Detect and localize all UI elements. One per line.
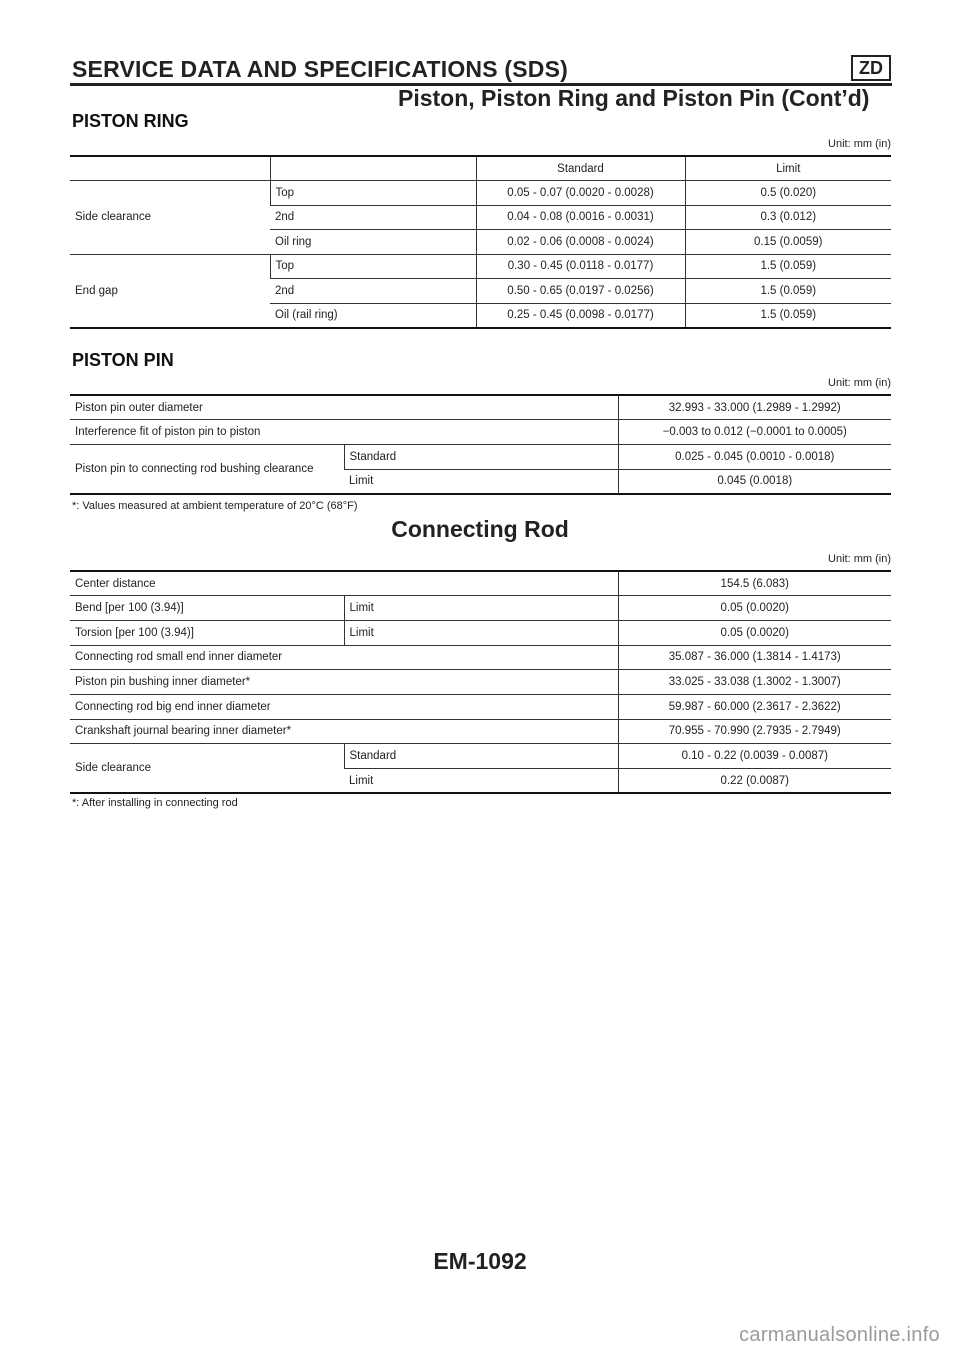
table-cell: −0.003 to 0.012 (−0.0001 to 0.0005) — [618, 420, 891, 445]
table-cell: 2nd — [270, 205, 476, 230]
table-cell: Center distance — [75, 577, 156, 590]
table-row — [70, 596, 891, 621]
connecting-rod-unit: Unit: mm (in) — [828, 553, 891, 565]
table-cell: Torsion [per 100 (3.94)] — [70, 620, 344, 645]
connecting-rod-table — [70, 570, 891, 794]
table-row — [70, 571, 891, 596]
page-subtitle: Piston, Piston Ring and Piston Pin (Cont’d) — [398, 85, 870, 111]
table-row — [70, 254, 891, 279]
table-row — [70, 181, 891, 206]
table-row — [70, 719, 891, 744]
engine-code-badge: ZD — [851, 55, 891, 81]
connecting-rod-footnote: *: After installing in connecting rod — [72, 797, 238, 809]
table-header-row — [70, 156, 891, 181]
piston-ring-heading: PISTON RING — [72, 111, 189, 131]
row-group-label: Piston pin to connecting rod bushing clearance — [70, 444, 344, 493]
table-cell: 0.05 (0.0020) — [618, 620, 891, 645]
table-cell — [70, 156, 270, 181]
piston-pin-unit: Unit: mm (in) — [828, 377, 891, 389]
table-row — [70, 744, 891, 769]
row-group-label: Side clearance — [70, 744, 344, 793]
table-cell: 70.955 - 70.990 (2.7935 - 2.7949) — [618, 719, 891, 744]
table-row — [70, 645, 891, 670]
table-cell: Oil (rail ring) — [270, 303, 476, 328]
table-cell: 0.05 - 0.07 (0.0020 - 0.0028) — [476, 181, 685, 206]
table-cell: Limit — [344, 596, 618, 621]
column-header-limit: Limit — [685, 156, 891, 181]
table-row — [70, 395, 891, 420]
table-cell: Connecting rod big end inner diameter — [70, 694, 618, 719]
table-cell: 33.025 - 33.038 (1.3002 - 1.3007) — [618, 670, 891, 695]
table-cell: 0.15 (0.0059) — [685, 230, 891, 255]
table-cell: 0.025 - 0.045 (0.0010 - 0.0018) — [618, 444, 891, 469]
table-cell: Oil ring — [270, 230, 476, 255]
table-cell: Piston pin bushing inner diameter* — [70, 670, 618, 695]
table-row — [70, 444, 891, 469]
table-cell: 1.5 (0.059) — [685, 254, 891, 279]
table-cell: 0.045 (0.0018) — [618, 469, 891, 494]
connecting-rod-heading: Connecting Rod — [391, 516, 569, 542]
table-cell: Standard — [344, 744, 618, 769]
table-cell: 0.04 - 0.08 (0.0016 - 0.0031) — [476, 205, 685, 230]
table-row — [70, 694, 891, 719]
table-cell: 154.5 (6.083) — [618, 571, 891, 596]
table-cell: 0.05 (0.0020) — [618, 596, 891, 621]
page-section-title: SERVICE DATA AND SPECIFICATIONS (SDS) — [72, 56, 568, 82]
column-header-standard: Standard — [476, 156, 685, 181]
table-cell: 0.30 - 0.45 (0.0118 - 0.0177) — [476, 254, 685, 279]
page-number: EM-1092 — [433, 1248, 527, 1274]
table-cell: 32.993 - 33.000 (1.2989 - 1.2992) — [618, 395, 891, 420]
table-cell: 0.50 - 0.65 (0.0197 - 0.0256) — [476, 279, 685, 304]
piston-pin-table — [70, 394, 891, 495]
table-cell: Standard — [344, 444, 618, 469]
table-cell: Limit — [344, 769, 618, 794]
table-cell: 0.25 - 0.45 (0.0098 - 0.0177) — [476, 303, 685, 328]
piston-pin-heading: PISTON PIN — [72, 350, 174, 370]
table-cell: Limit — [344, 469, 618, 494]
table-cell: 0.3 (0.012) — [685, 205, 891, 230]
table-cell: 0.5 (0.020) — [685, 181, 891, 206]
row-group-label: Side clearance — [70, 181, 270, 255]
table-cell: Limit — [344, 620, 618, 645]
table-cell: 1.5 (0.059) — [685, 279, 891, 304]
piston-ring-unit: Unit: mm (in) — [828, 138, 891, 150]
table-cell: 59.987 - 60.000 (2.3617 - 2.3622) — [618, 694, 891, 719]
table-cell: Connecting rod small end inner diameter — [70, 645, 618, 670]
table-cell: 35.087 - 36.000 (1.3814 - 1.4173) — [618, 645, 891, 670]
piston-pin-footnote: *: Values measured at ambient temperature of 20°C (68°F) — [72, 500, 358, 512]
row-group-label: End gap — [70, 254, 270, 328]
table-cell: Top — [270, 254, 476, 279]
table-row — [70, 670, 891, 695]
table-row — [70, 420, 891, 445]
piston-ring-table — [70, 155, 891, 329]
watermark: carmanualsonline.info — [739, 1324, 940, 1346]
table-cell: 0.22 (0.0087) — [618, 769, 891, 794]
table-cell: 0.10 - 0.22 (0.0039 - 0.0087) — [618, 744, 891, 769]
table-cell: 0.02 - 0.06 (0.0008 - 0.0024) — [476, 230, 685, 255]
table-cell: Top — [270, 181, 476, 206]
table-cell: Bend [per 100 (3.94)] — [70, 596, 344, 621]
table-cell: Interference fit of piston pin to piston — [70, 420, 618, 445]
table-cell: Crankshaft journal bearing inner diameter* — [70, 719, 618, 744]
table-cell: Piston pin outer diameter — [75, 401, 203, 414]
table-row — [70, 620, 891, 645]
table-cell: 1.5 (0.059) — [685, 303, 891, 328]
table-cell — [270, 156, 476, 181]
table-cell: 2nd — [270, 279, 476, 304]
